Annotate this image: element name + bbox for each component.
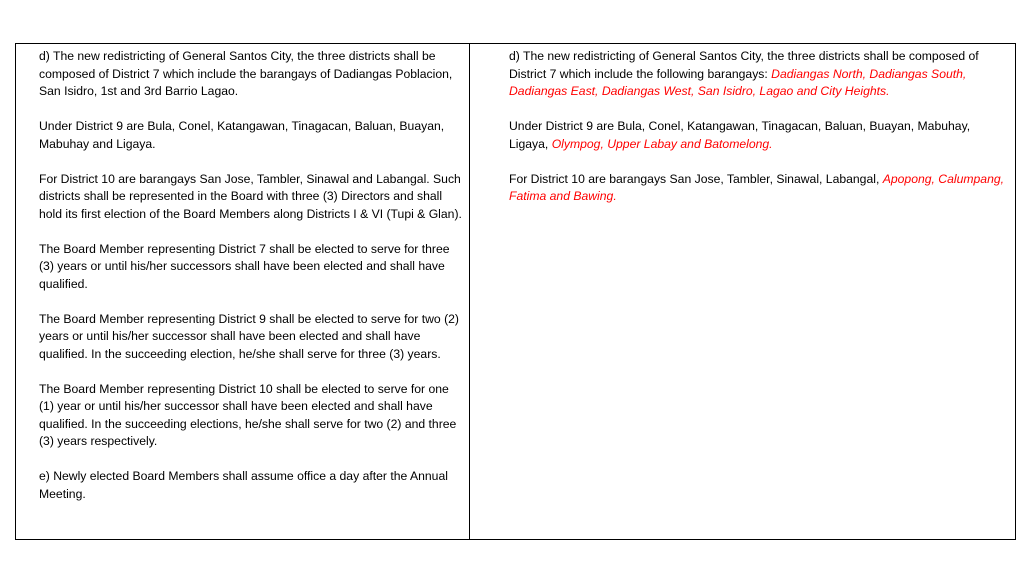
- amended-paragraph-district-7: [509, 48, 1009, 101]
- amended-text: Under District 9 are Bula, Conel, Katangawan, Tinagacan, Baluan, Buayan, Mabuhay, Ligaya,: [509, 119, 971, 151]
- paragraph-district-9-term: The Board Member representing District 9 shall be elected to serve for two (2) years or until his/her successor shall have been elected and shall have qualified. In the succeeding election, he/she shall serve for three (3) years.: [39, 311, 459, 361]
- paragraph-district-10-term: The Board Member representing District 10 shall be elected to serve for one (1) year or until his/her successor shall have been elected and shall have qualified. In the succeeding elections, he/she shall serve for two (2) and three (3) years respectively.: [39, 381, 457, 448]
- amended-text: For District 10 are barangays San Jose, Tambler, Sinawal, Labangal,: [509, 171, 883, 186]
- paragraph-district-composition: d) The new redistricting of General Santos City, the three districts shall be composed of District 7 which include the barangays of Dadiangas Poblacion, San Isidro, 1st and 3rd Barrio Lagao.: [39, 49, 453, 98]
- paragraph-assume-office: e) Newly elected Board Members shall assume office a day after the Annual Meeting.: [39, 469, 448, 501]
- paragraph-district-9: Under District 9 are Bula, Conel, Katangawan, Tinagacan, Baluan, Buayan, Mabuhay and Ligaya.: [39, 119, 445, 151]
- amended-paragraph-district-9: [509, 118, 1009, 153]
- amended-highlight: Dadiangas North, Dadiangas South, Dadiangas East, Dadiangas West, San Isidro, Lagao and City Heights.: [509, 66, 967, 98]
- paragraph-district-10: For District 10 are barangays San Jose, Tambler, Sinawal and Labangal. Such districts shall be represented in the Board with three (3) Directors and shall hold its first election of the Board Members along Districts I & VI (Tupi & Glan).: [39, 171, 462, 221]
- paragraph-district-7-term: The Board Member representing District 7 shall be elected to serve for three (3) years or until his/her successors shall have been elected and shall have qualified.: [39, 241, 450, 291]
- amended-text: d) The new redistricting of General Santos City, the three districts shall be composed of District 7 which include the following barangays:: [509, 49, 979, 81]
- amended-highlight: Olympog, Upper Labay and Batomelong.: [551, 136, 773, 151]
- amended-paragraph-district-10: [509, 171, 1009, 206]
- amended-text-column: [470, 44, 1015, 539]
- comparison-table: [15, 43, 1016, 540]
- amended-highlight: Apopong, Calumpang, Fatima and Bawing.: [509, 171, 1005, 203]
- original-text-column: [16, 44, 470, 539]
